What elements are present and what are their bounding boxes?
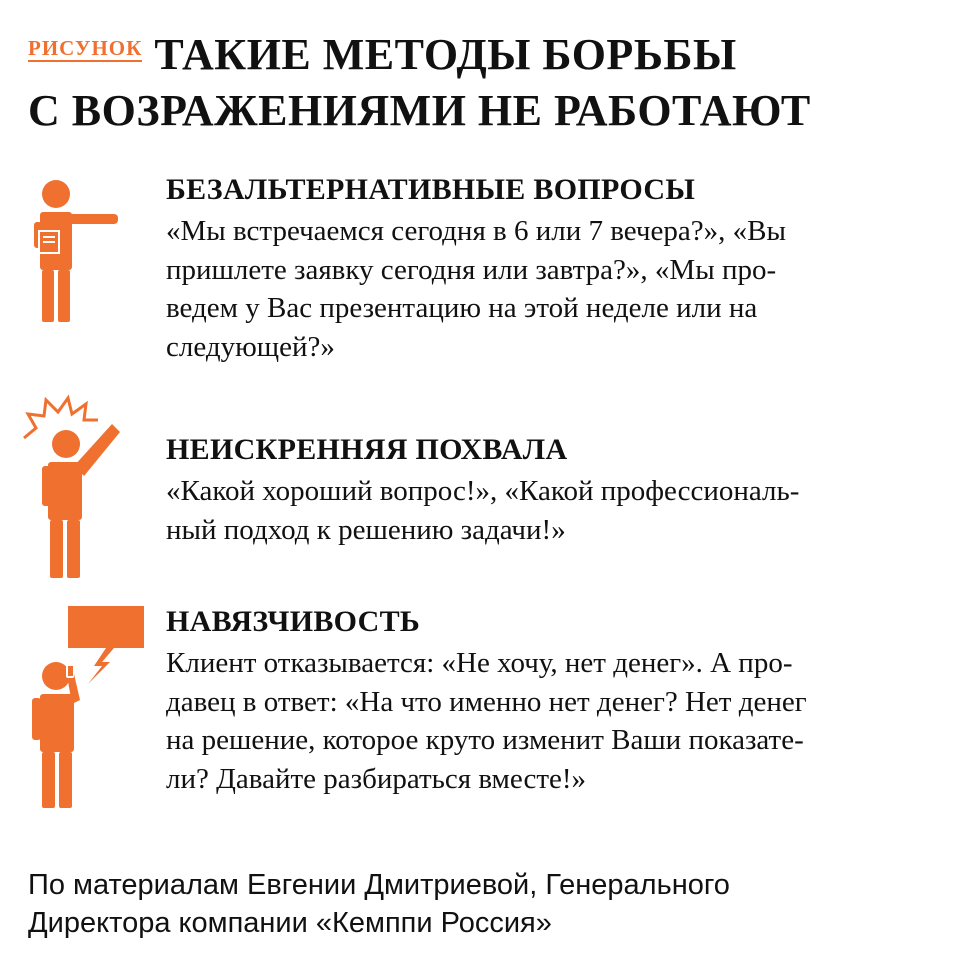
figure-title-line-2: С ВОЗРАЖЕНИЯМИ НЕ РАБОТАЮТ: [28, 86, 811, 135]
item-heading: НАВЯЗЧИВОСТЬ: [166, 605, 421, 638]
excited-person-icon: [14, 394, 134, 588]
item-body-line: Клиент отказывается: «Не хочу, нет денег». А про-: [166, 647, 793, 679]
item-body: [166, 472, 956, 549]
item-heading: БЕЗАЛЬТЕРНАТИВНЫЕ ВОПРОСЫ: [166, 173, 696, 206]
item-body: [166, 644, 956, 798]
person-on-phone-icon: [14, 604, 154, 818]
item-body-line: ли? Давайте разбираться вместе!»: [166, 762, 587, 795]
source-line: Директора компании «Кемппи Россия»: [28, 907, 552, 939]
item-text: [166, 172, 956, 366]
item-text: [166, 604, 956, 798]
item-body-line: следующей?»: [166, 330, 335, 363]
item-body-line: на решение, которое круто изменит Ваши показате-: [166, 724, 804, 756]
figure-kicker: РИСУНОК: [28, 36, 143, 60]
item-text: [166, 432, 956, 549]
item-body: [166, 212, 956, 366]
figure-title-line-1: ТАКИЕ МЕТОДЫ БОРЬБЫ: [154, 30, 737, 79]
source-line: По материалам Евгении Дмитриевой, Генерального: [28, 869, 730, 901]
figure-header: [28, 30, 958, 136]
item-body-line: давец в ответ: «На что именно нет денег? Нет денег: [166, 685, 807, 718]
item-body-line: «Мы встречаемся сегодня в 6 или 7 вечера?», «Вы: [166, 215, 786, 247]
item-heading: НЕИСКРЕННЯЯ ПОХВАЛА: [166, 433, 568, 466]
source-credit: [28, 866, 958, 942]
item-body-line: «Какой хороший вопрос!», «Какой профессиональ-: [166, 475, 800, 507]
item-body-line: ный подход к решению задачи!»: [166, 513, 566, 546]
item-body-line: пришлете заявку сегодня или завтра?», «Мы про-: [166, 253, 777, 286]
item-body-line: ведем у Вас презентацию на этой неделе или на: [166, 292, 758, 324]
pointing-person-icon: [14, 178, 124, 332]
